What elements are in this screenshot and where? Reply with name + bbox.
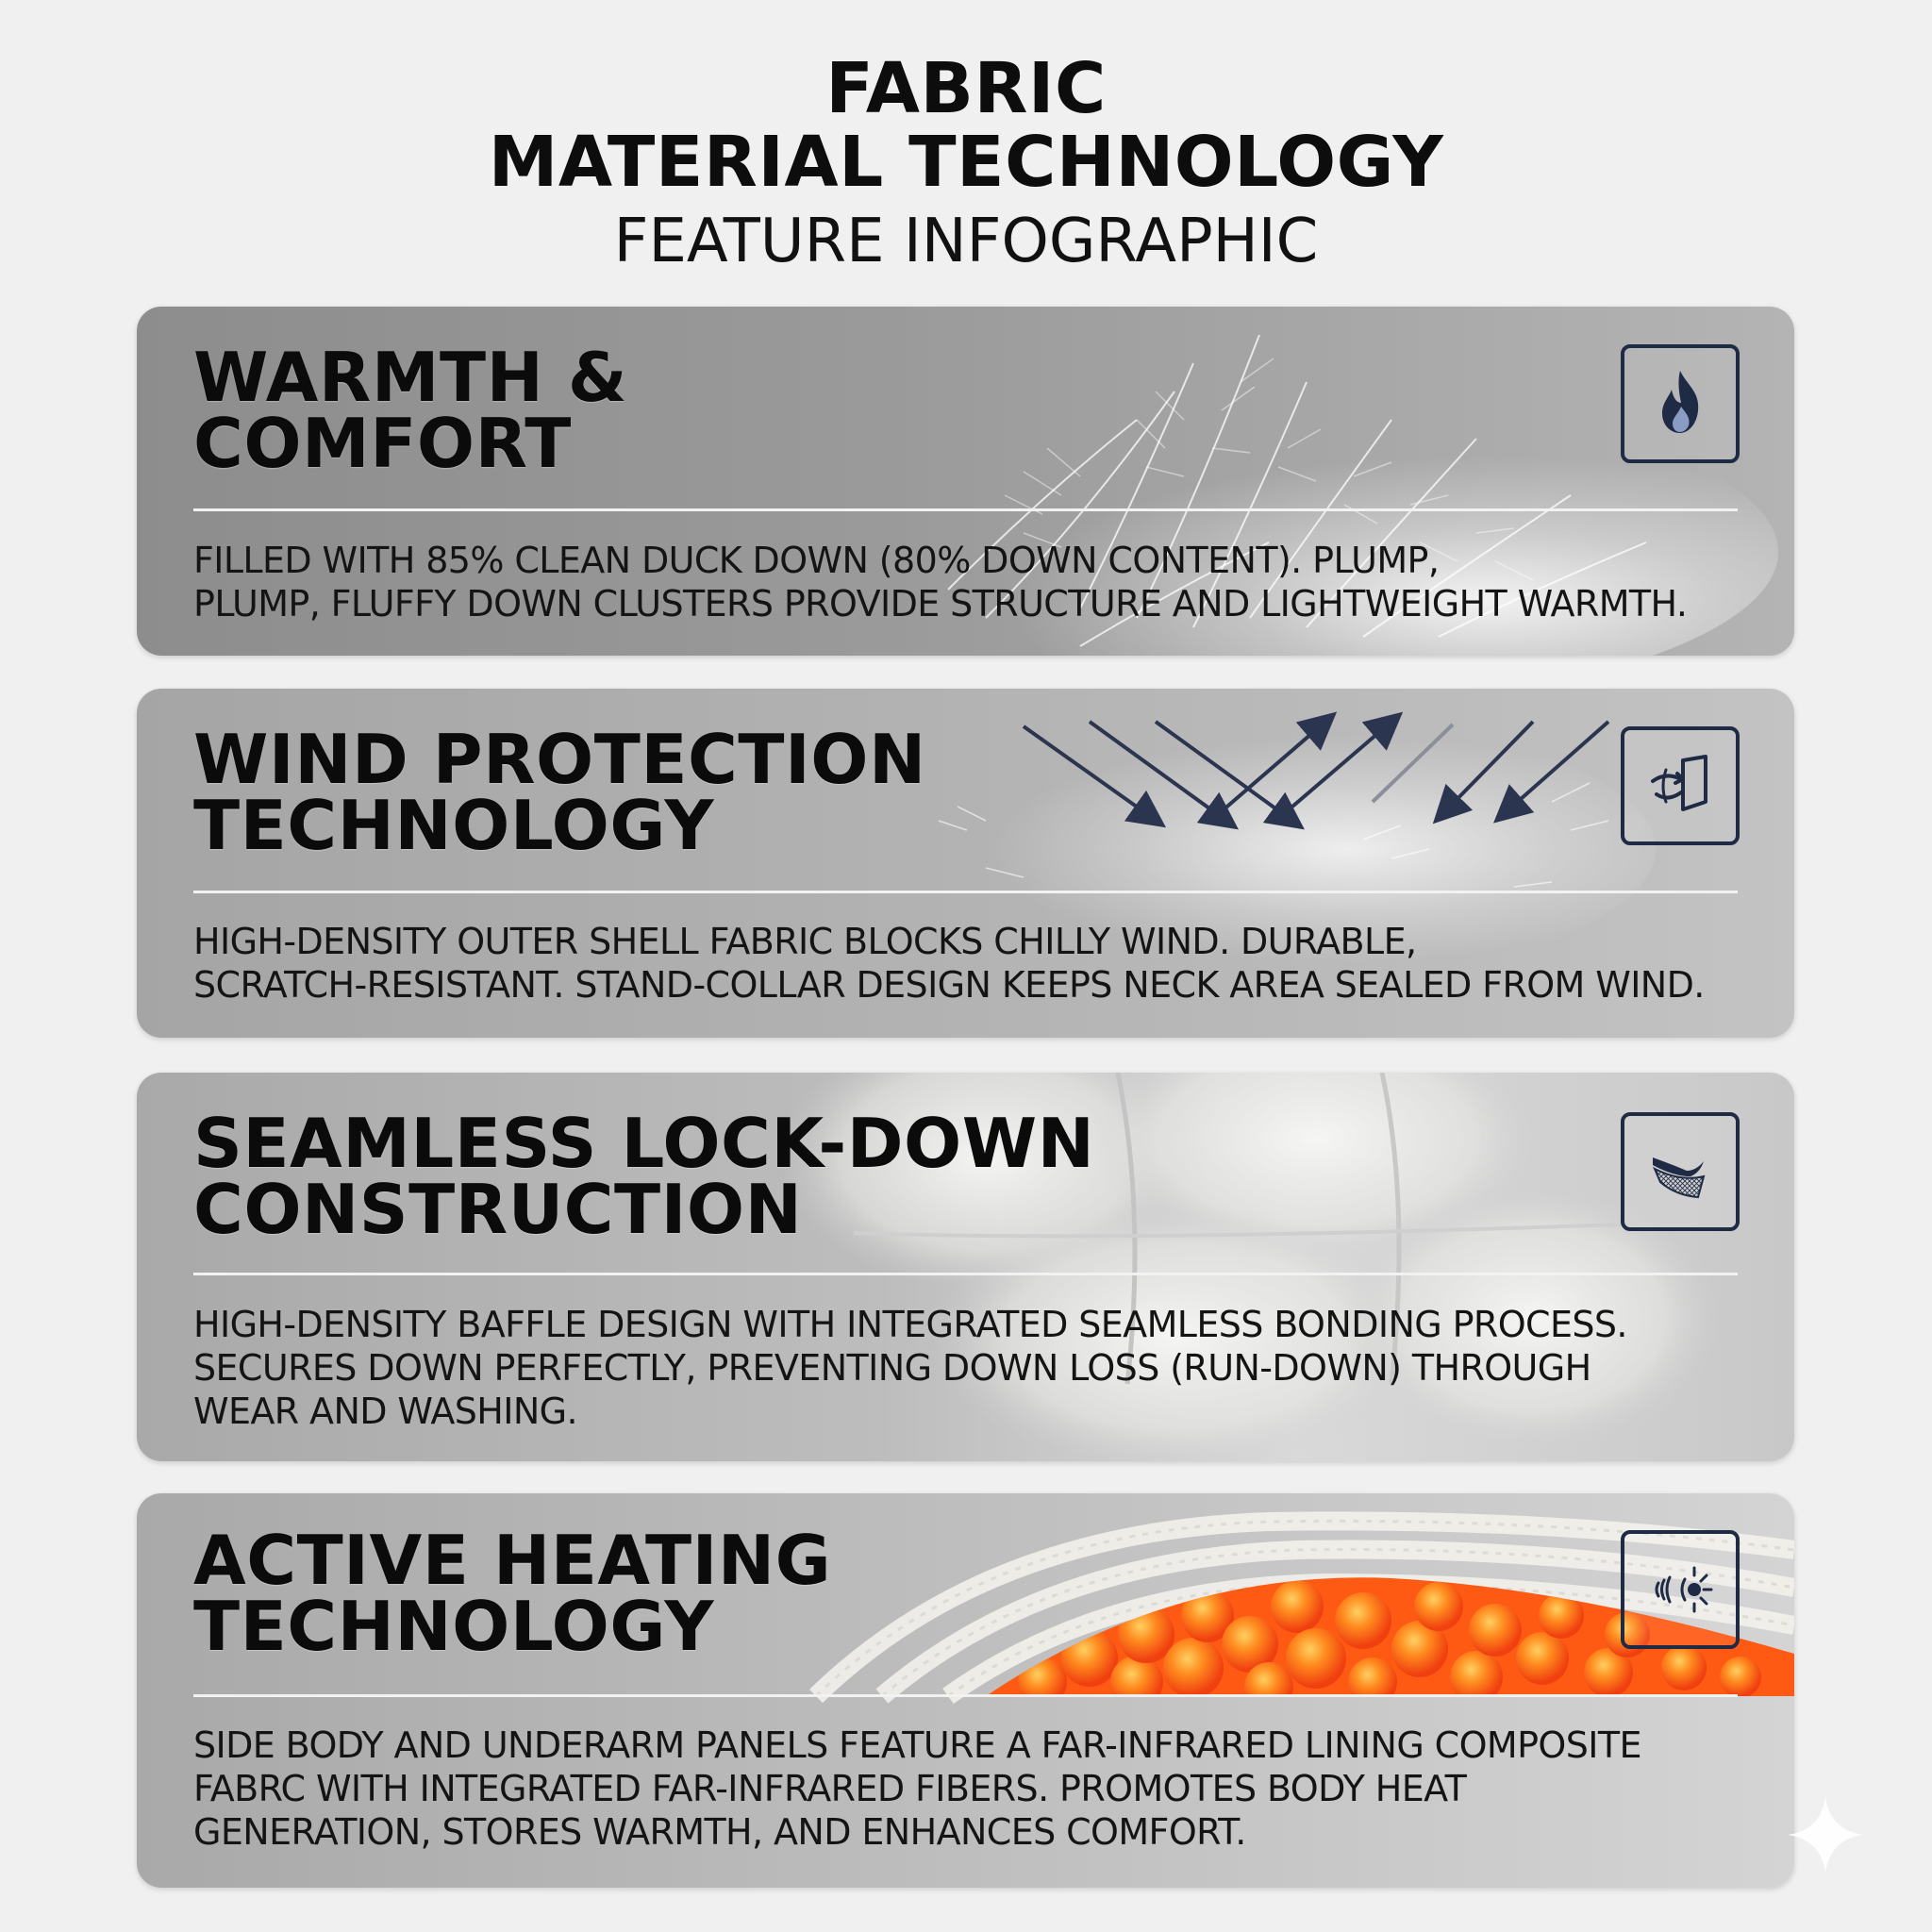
infrared-radiation-icon: [1621, 1530, 1740, 1649]
feature-description: HIGH-DENSITY OUTER SHELL FABRIC BLOCKS CHILLY WIND. DURABLE, SCRATCH-RESISTANT. STAND-COLLAR DESIGN KEEPS NECK AREA SEALED FROM WIND.: [193, 921, 1705, 1006]
feature-card-wind: [137, 689, 1794, 1038]
feature-description: SIDE BODY AND UNDERARM PANELS FEATURE A FAR-INFRARED LINING COMPOSITE FABRC WITH INTEGRATED FAR-INFRARED FIBERS. PROMOTES BODY HEAT GENERATION, STORES WARMTH, AND ENHANCES COMFORT.: [193, 1724, 1641, 1853]
flame-icon: [1621, 344, 1740, 463]
feature-title: WARMTH & COMFORT: [193, 338, 628, 483]
title-line-1: FABRIC: [825, 48, 1107, 129]
feature-description: HIGH-DENSITY BAFFLE DESIGN WITH INTEGRATED SEAMLESS BONDING PROCESS. SECURES DOWN PERFECTLY, PREVENTING DOWN LOSS (RUN-DOWN) THROUGH WEAR AND WASHING.: [193, 1304, 1627, 1432]
feather-mesh-icon: [1638, 1129, 1723, 1214]
feature-card-seamless: [137, 1073, 1794, 1461]
wind-shield-icon: [1621, 726, 1740, 845]
feature-card-heating: [137, 1493, 1794, 1888]
feature-mesh-icon: [1621, 1112, 1740, 1231]
feature-card-warmth: [137, 307, 1794, 656]
sparkle-icon: [1783, 1792, 1868, 1877]
subtitle: FEATURE INFOGRAPHIC: [613, 207, 1319, 276]
divider: [193, 1694, 1738, 1697]
feature-description: FILLED WITH 85% CLEAN DUCK DOWN (80% DOWN CONTENT). PLUMP, PLUMP, FLUFFY DOWN CLUSTERS PROVIDE STRUCTURE AND LIGHTWEIGHT WARMTH.: [193, 540, 1688, 625]
feature-title: WIND PROTECTION TECHNOLOGY: [193, 720, 926, 865]
feature-title: ACTIVE HEATING TECHNOLOGY: [193, 1521, 832, 1666]
infographic-header: [0, 48, 1932, 284]
divider: [193, 508, 1738, 511]
divider: [193, 891, 1738, 893]
title-line-2: MATERIAL TECHNOLOGY: [488, 122, 1444, 203]
feature-title: SEAMLESS LOCK-DOWN CONSTRUCTION: [193, 1104, 1095, 1249]
divider: [193, 1273, 1738, 1275]
